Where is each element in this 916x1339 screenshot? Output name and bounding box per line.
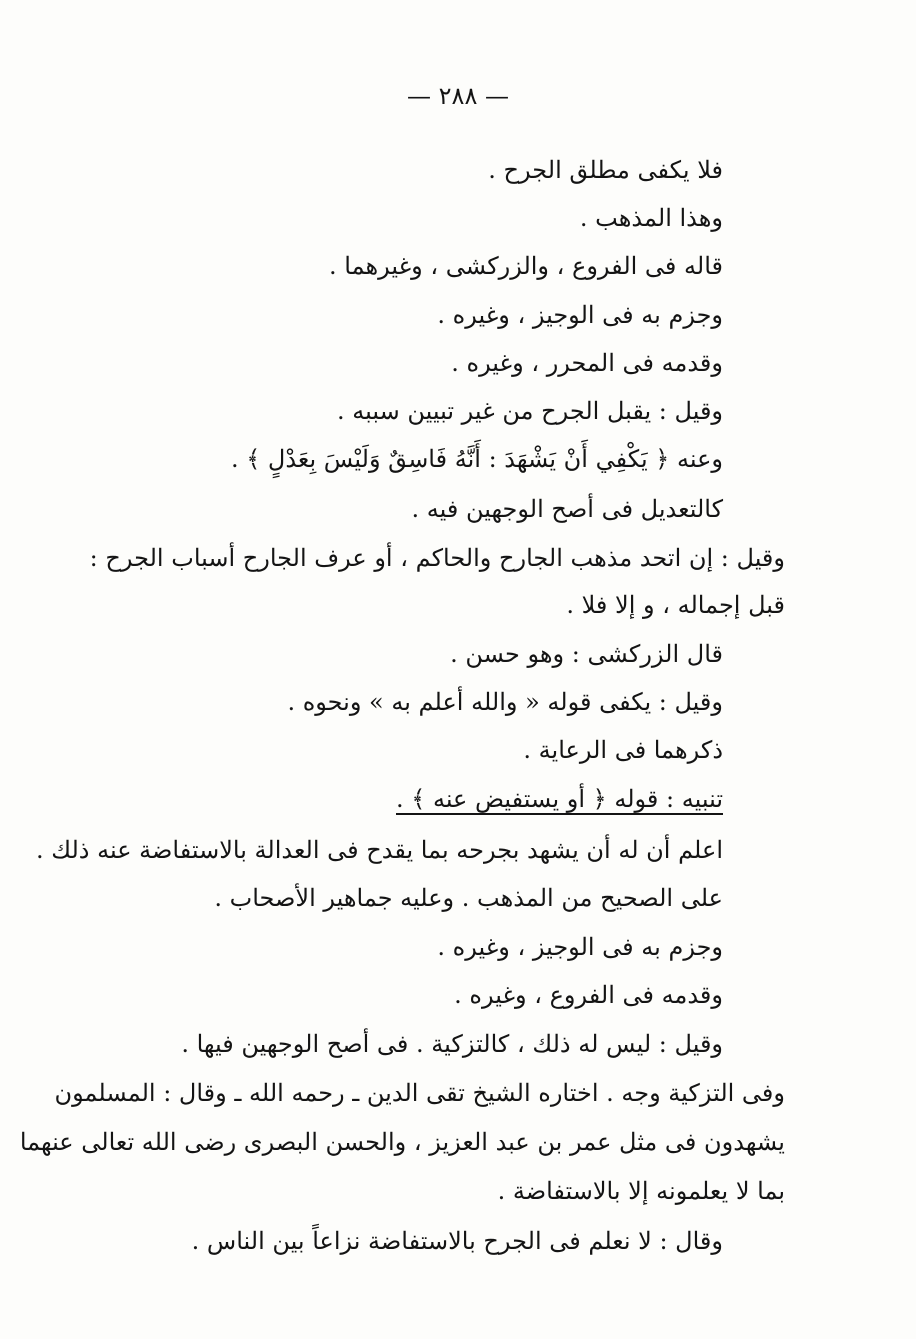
text-line: كالتعديل فى أصح الوجهين فيه . — [411, 495, 723, 523]
text-line: بما لا يعلمونه إلا بالاستفاضة . — [497, 1177, 785, 1205]
text-line: على الصحيح من المذهب . وعليه جماهير الأصحاب . — [214, 884, 723, 912]
page-number: — ٢٨٨ — — [407, 82, 509, 110]
text-line: وقدمه فى الفروع ، وغيره . — [454, 981, 723, 1009]
text-line: وجزم به فى الوجيز ، وغيره . — [437, 301, 723, 329]
text-line: ذكرهما فى الرعاية . — [523, 736, 723, 764]
text-line: وقال : لا نعلم فى الجرح بالاستفاضة نزاعاً بين الناس . — [191, 1227, 723, 1255]
text-line: قاله فى الفروع ، والزركشى ، وغيرهما . — [329, 252, 723, 280]
text-line: وقيل : ليس له ذلك ، كالتزكية . فى أصح الوجهين فيها . — [181, 1030, 723, 1058]
text-line: وقيل : يكفى قوله « والله أعلم به » ونحوه . — [287, 688, 723, 716]
text-line: وقيل : يقبل الجرح من غير تبيين سببه . — [337, 397, 723, 425]
text-line: وقيل : إن اتحد مذهب الجارح والحاكم ، أو عرف الجارح أسباب الجرح : — [89, 544, 785, 572]
text-line: وعنه ﴿ يَكْفِي أَنْ يَشْهَدَ : أَنَّهُ فَاسِقٌ وَلَيْسَ بِعَدْلٍ ﴾ . — [230, 445, 723, 473]
text-line: وهذا المذهب . — [579, 204, 723, 232]
section-heading: تنبيه : قوله ﴿ أو يستفيض عنه ﴾ . — [396, 785, 723, 813]
text-line: اعلم أن له أن يشهد بجرحه بما يقدح فى العدالة بالاستفاضة عنه ذلك . — [36, 836, 723, 864]
text-line: قال الزركشى : وهو حسن . — [450, 640, 723, 668]
text-line: وقدمه فى المحرر ، وغيره . — [451, 349, 723, 377]
text-line: قبل إجماله ، و إلا فلا . — [566, 591, 785, 619]
text-line: يشهدون فى مثل عمر بن عبد العزيز ، والحسن البصرى رضى الله تعالى عنهما — [19, 1128, 785, 1156]
text-line: وفى التزكية وجه . اختاره الشيخ تقى الدين ـ رحمه الله ـ وقال : المسلمون — [54, 1079, 785, 1107]
text-line: وجزم به فى الوجيز ، وغيره . — [437, 933, 723, 961]
text-line: فلا يكفى مطلق الجرح . — [488, 156, 723, 184]
